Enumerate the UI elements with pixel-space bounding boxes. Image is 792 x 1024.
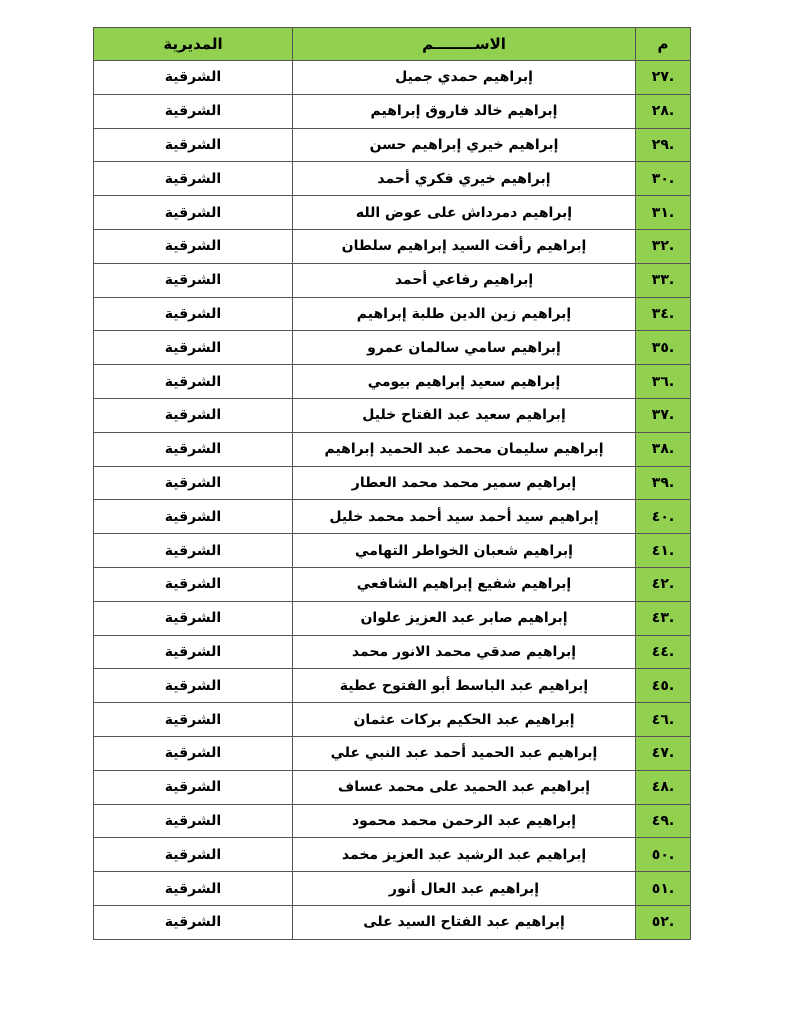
row-directorate: الشرقية xyxy=(94,601,293,635)
table-row xyxy=(94,297,691,331)
row-name: إبراهيم دمرداش على عوض الله xyxy=(293,196,636,230)
row-directorate: الشرقية xyxy=(94,838,293,872)
header-directorate: المديرية xyxy=(94,28,293,61)
row-number: .٢٧ xyxy=(636,61,691,95)
row-name: إبراهيم خيري فكري أحمد xyxy=(293,162,636,196)
row-number: .٣٢ xyxy=(636,229,691,263)
table-row xyxy=(94,263,691,297)
row-name: إبراهيم صدقي محمد الانور محمد xyxy=(293,635,636,669)
header-number: م xyxy=(636,28,691,61)
row-number: .٣٣ xyxy=(636,263,691,297)
row-number: .٣٥ xyxy=(636,331,691,365)
table-row xyxy=(94,94,691,128)
table-header-row xyxy=(94,28,691,61)
row-name: إبراهيم شعبان الخواطر التهامي xyxy=(293,534,636,568)
row-directorate: الشرقية xyxy=(94,804,293,838)
row-name: إبراهيم سعيد عبد الفتاح خليل xyxy=(293,398,636,432)
table-body xyxy=(94,61,691,940)
row-name: إبراهيم خالد فاروق إبراهيم xyxy=(293,94,636,128)
row-directorate: الشرقية xyxy=(94,770,293,804)
row-directorate: الشرقية xyxy=(94,162,293,196)
row-number: .٤٨ xyxy=(636,770,691,804)
table-row xyxy=(94,872,691,906)
table-row xyxy=(94,804,691,838)
row-number: .٣٧ xyxy=(636,398,691,432)
table-row xyxy=(94,500,691,534)
row-number: .٤١ xyxy=(636,534,691,568)
row-name: إبراهيم عبد الرحمن محمد محمود xyxy=(293,804,636,838)
row-name: إبراهيم رأفت السيد إبراهيم سلطان xyxy=(293,229,636,263)
table-row xyxy=(94,196,691,230)
row-directorate: الشرقية xyxy=(94,905,293,939)
row-number: .٤٧ xyxy=(636,736,691,770)
row-directorate: الشرقية xyxy=(94,128,293,162)
table-row xyxy=(94,229,691,263)
row-name: إبراهيم عبد الفتاح السيد على xyxy=(293,905,636,939)
row-number: .٤٦ xyxy=(636,703,691,737)
table-row xyxy=(94,601,691,635)
row-number: .٤٣ xyxy=(636,601,691,635)
row-directorate: الشرقية xyxy=(94,297,293,331)
row-directorate: الشرقية xyxy=(94,365,293,399)
table-row xyxy=(94,61,691,95)
row-number: .٥٢ xyxy=(636,905,691,939)
row-number: .٤٢ xyxy=(636,567,691,601)
row-name: إبراهيم عبد الرشيد عبد العزيز مخمد xyxy=(293,838,636,872)
row-directorate: الشرقية xyxy=(94,736,293,770)
row-directorate: الشرقية xyxy=(94,61,293,95)
row-number: .٣٩ xyxy=(636,466,691,500)
row-directorate: الشرقية xyxy=(94,635,293,669)
names-sheet xyxy=(93,27,689,940)
row-directorate: الشرقية xyxy=(94,398,293,432)
table-row xyxy=(94,905,691,939)
header-name: الاســــــــم xyxy=(293,28,636,61)
row-name: إبراهيم عبد الحميد على محمد عساف xyxy=(293,770,636,804)
row-number: .٣١ xyxy=(636,196,691,230)
row-number: .٥١ xyxy=(636,872,691,906)
row-name: إبراهيم عبد الباسط أبو الفتوح عطية xyxy=(293,669,636,703)
row-number: .٤٩ xyxy=(636,804,691,838)
row-directorate: الشرقية xyxy=(94,196,293,230)
row-number: .٣٤ xyxy=(636,297,691,331)
table-row xyxy=(94,838,691,872)
row-number: .٢٩ xyxy=(636,128,691,162)
row-name: إبراهيم عبد العال أنور xyxy=(293,872,636,906)
table-row xyxy=(94,331,691,365)
row-name: إبراهيم سمير محمد محمد العطار xyxy=(293,466,636,500)
row-directorate: الشرقية xyxy=(94,263,293,297)
row-name: إبراهيم شفيع إبراهيم الشافعي xyxy=(293,567,636,601)
table-row xyxy=(94,162,691,196)
row-number: .٣٦ xyxy=(636,365,691,399)
table-row xyxy=(94,635,691,669)
row-number: .٣٠ xyxy=(636,162,691,196)
table-row xyxy=(94,567,691,601)
row-directorate: الشرقية xyxy=(94,703,293,737)
table-row xyxy=(94,669,691,703)
row-number: .٤٠ xyxy=(636,500,691,534)
row-name: إبراهيم عبد الحميد أحمد عبد النبي علي xyxy=(293,736,636,770)
names-table xyxy=(93,27,691,940)
table-row xyxy=(94,128,691,162)
row-name: إبراهيم عبد الحكيم بركات عثمان xyxy=(293,703,636,737)
row-directorate: الشرقية xyxy=(94,567,293,601)
row-number: .٤٥ xyxy=(636,669,691,703)
row-name: إبراهيم سليمان محمد عبد الحميد إبراهيم xyxy=(293,432,636,466)
row-directorate: الشرقية xyxy=(94,466,293,500)
row-name: إبراهيم سامي سالمان عمرو xyxy=(293,331,636,365)
row-number: .٢٨ xyxy=(636,94,691,128)
table-row xyxy=(94,432,691,466)
row-name: إبراهيم رفاعي أحمد xyxy=(293,263,636,297)
row-directorate: الشرقية xyxy=(94,331,293,365)
row-directorate: الشرقية xyxy=(94,432,293,466)
row-name: إبراهيم حمدي جميل xyxy=(293,61,636,95)
table-row xyxy=(94,703,691,737)
row-directorate: الشرقية xyxy=(94,229,293,263)
row-name: إبراهيم سيد أحمد سيد أحمد محمد خليل xyxy=(293,500,636,534)
row-number: .٥٠ xyxy=(636,838,691,872)
table-row xyxy=(94,398,691,432)
row-number: .٣٨ xyxy=(636,432,691,466)
row-name: إبراهيم خيري إبراهيم حسن xyxy=(293,128,636,162)
row-directorate: الشرقية xyxy=(94,669,293,703)
row-directorate: الشرقية xyxy=(94,500,293,534)
table-row xyxy=(94,534,691,568)
row-number: .٤٤ xyxy=(636,635,691,669)
table-row xyxy=(94,466,691,500)
row-name: إبراهيم صابر عبد العزيز علوان xyxy=(293,601,636,635)
row-directorate: الشرقية xyxy=(94,94,293,128)
row-directorate: الشرقية xyxy=(94,534,293,568)
table-row xyxy=(94,770,691,804)
row-directorate: الشرقية xyxy=(94,872,293,906)
row-name: إبراهيم سعيد إبراهيم بيومي xyxy=(293,365,636,399)
table-row xyxy=(94,736,691,770)
table-row xyxy=(94,365,691,399)
row-name: إبراهيم زين الدين طلبة إبراهيم xyxy=(293,297,636,331)
